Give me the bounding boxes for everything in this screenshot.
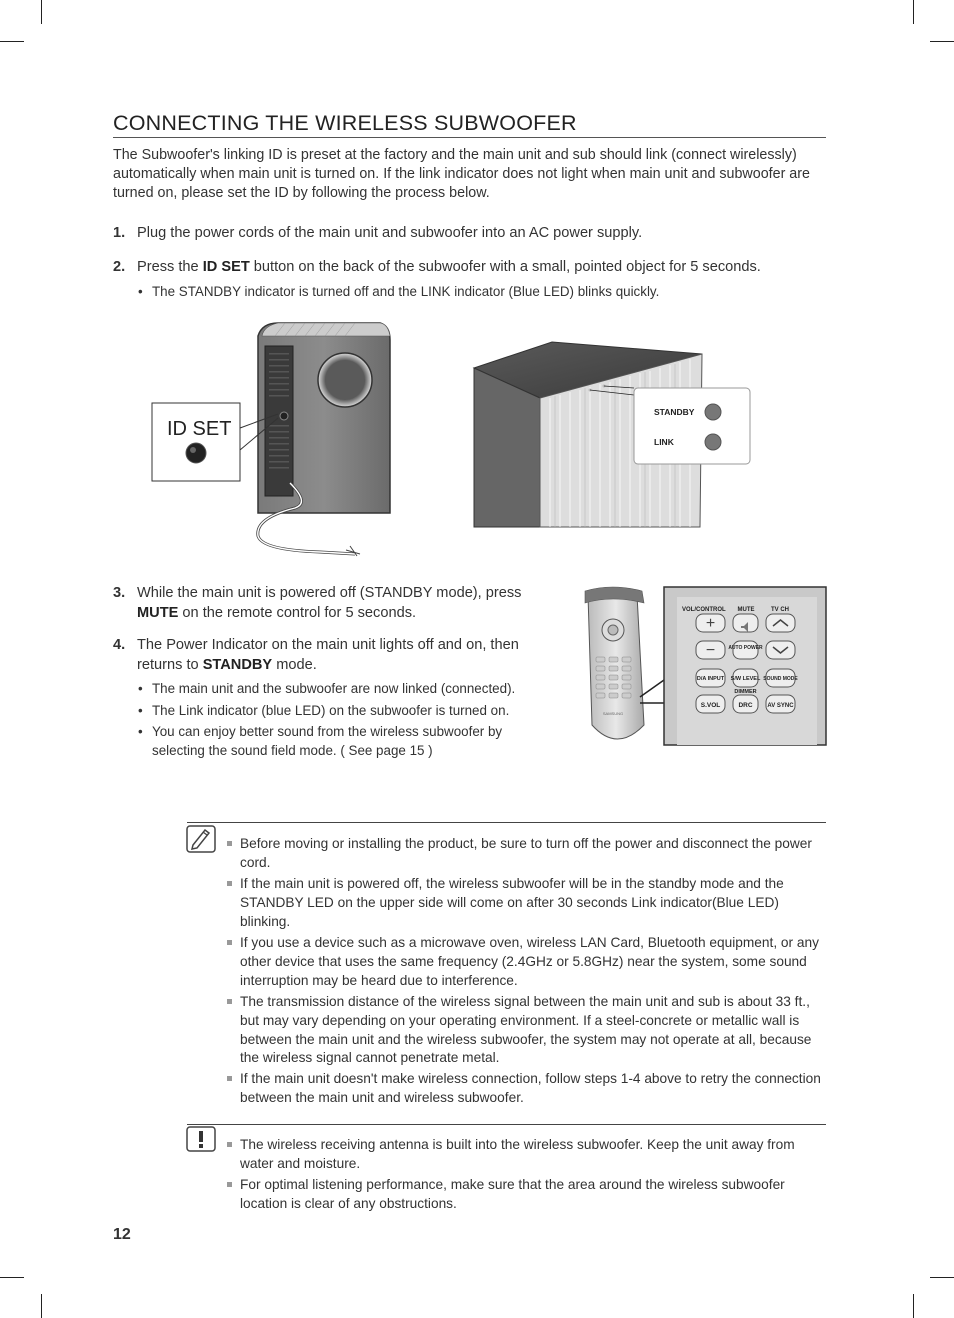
- dimmer-label: DIMMER: [734, 689, 757, 695]
- id-set-label: ID SET: [167, 418, 232, 440]
- id-set-bold: ID SET: [202, 259, 250, 275]
- crop-mark: [41, 0, 42, 24]
- subwoofer-back-illustration: [150, 318, 400, 563]
- page-title: CONNECTING THE WIRELESS SUBWOOFER: [113, 111, 577, 135]
- subwoofer-top-illustration: [472, 340, 754, 530]
- step-2-bullet: • The STANDBY indicator is turned off and the LINK indicator (Blue LED) blinks quickly.: [138, 284, 660, 299]
- intro-paragraph: The Subwoofer's linking ID is preset at the factory and the main unit and sub should link (connect wirelessly) automatically when main unit is turned on. If the link indicator does not light when main unit and subwoofer are turned on, please set the ID by following the process below.: [113, 147, 810, 201]
- note-rule: [187, 822, 826, 823]
- note-item: The transmission distance of the wireless signal between the main unit and sub is about 33 ft., but may vary depending on your operating environment. If a steel-concrete or metallic wall is between the main unit and the wireless subwoofer, the system may not operate at all, because the wireless signal cannot penetrate metal.: [227, 993, 829, 1069]
- minus-icon: −: [705, 642, 716, 659]
- crop-mark: [913, 0, 914, 24]
- page-number: 12: [113, 1226, 131, 1243]
- note-item: If the main unit is powered off, the wireless subwoofer will be in the standby mode and the STANDBY LED on the upper side will come on after 30 seconds Link indicator(Blue LED) blinking.: [227, 875, 829, 933]
- standby-bold: STANDBY: [202, 656, 273, 673]
- step-text: Plug the power cords of the main unit and subwoofer into an AC power supply.: [137, 225, 643, 241]
- note-item: If you use a device such as a microwave oven, wireless LAN Card, Bluetooth equipment, or any other device that uses the same frequency (2.4GHz or 5.8GHz) near the system, some sound interruption may be heard due to interference.: [227, 934, 829, 992]
- sound-mode-label: SOUND MODE: [763, 676, 798, 682]
- remote-control-illustration: [582, 585, 828, 747]
- step-number: 2.: [113, 259, 126, 275]
- step-number: 3.: [113, 585, 126, 601]
- standby-label: STANDBY: [654, 407, 695, 417]
- step-text: While the main unit is powered off (STANDBY mode), press MUTE on the remote control for 5 seconds.: [137, 585, 522, 621]
- sw-level-label: S/W LEVEL: [730, 676, 761, 682]
- crop-mark: [913, 1294, 914, 1318]
- mute-label: MUTE: [737, 607, 755, 613]
- crop-mark: [930, 1277, 954, 1278]
- step-number: 1.: [113, 225, 126, 241]
- da-input-label: D/A INPUT: [696, 676, 725, 682]
- step-3: [113, 584, 543, 624]
- plus-icon: +: [705, 615, 716, 632]
- svol-label: S.VOL: [700, 702, 721, 709]
- step-text: Press the ID SET button on the back of the subwoofer with a small, pointed object for 5 seconds.: [137, 259, 761, 275]
- note-icon: [186, 825, 216, 853]
- caution-rule: [187, 1124, 826, 1125]
- crop-mark: [0, 41, 24, 42]
- step-4-bullet: • The main unit and the subwoofer are now linked (connected).: [138, 681, 516, 696]
- step-4-bullet: • The Link indicator (blue LED) on the subwoofer is turned on.: [138, 703, 510, 718]
- crop-mark: [930, 41, 954, 42]
- remote-brand: SAMSUNG: [602, 711, 624, 716]
- step-2: [113, 258, 829, 278]
- av-sync-label: AV SYNC: [767, 703, 794, 709]
- caution-item: For optimal listening performance, make sure that the area around the wireless subwoofer location is clear of any obstructions.: [227, 1176, 829, 1214]
- link-label: LINK: [654, 437, 674, 447]
- auto-power-label: AUTO POWER: [728, 645, 763, 651]
- step-4-bullet: • You can enjoy better sound from the wireless subwoofer by selecting the sound field mode. ( See page 15 ): [138, 724, 503, 758]
- step-number: 4.: [113, 637, 126, 653]
- title-rule: [113, 137, 826, 138]
- step-1: [113, 224, 829, 244]
- mute-bold: MUTE: [137, 604, 179, 621]
- note-item: Before moving or installing the product, be sure to turn off the power and disconnect the power cord.: [227, 835, 829, 873]
- note-item: If the main unit doesn't make wireless connection, follow steps 1-4 above to retry the connection between the main unit and wireless subwoofer.: [227, 1070, 829, 1108]
- step-text: The Power Indicator on the main unit lights off and on, then returns to STANDBY mode.: [137, 637, 519, 673]
- tv-ch-label: TV CH: [771, 607, 789, 613]
- vol-control-label: VOL/CONTROL: [682, 607, 726, 613]
- step-4: [113, 636, 543, 676]
- caution-item: The wireless receiving antenna is built into the wireless subwoofer. Keep the unit away from water and moisture.: [227, 1136, 829, 1174]
- crop-mark: [0, 1277, 24, 1278]
- crop-mark: [41, 1294, 42, 1318]
- drc-label: DRC: [738, 702, 753, 709]
- caution-icon: [186, 1126, 216, 1152]
